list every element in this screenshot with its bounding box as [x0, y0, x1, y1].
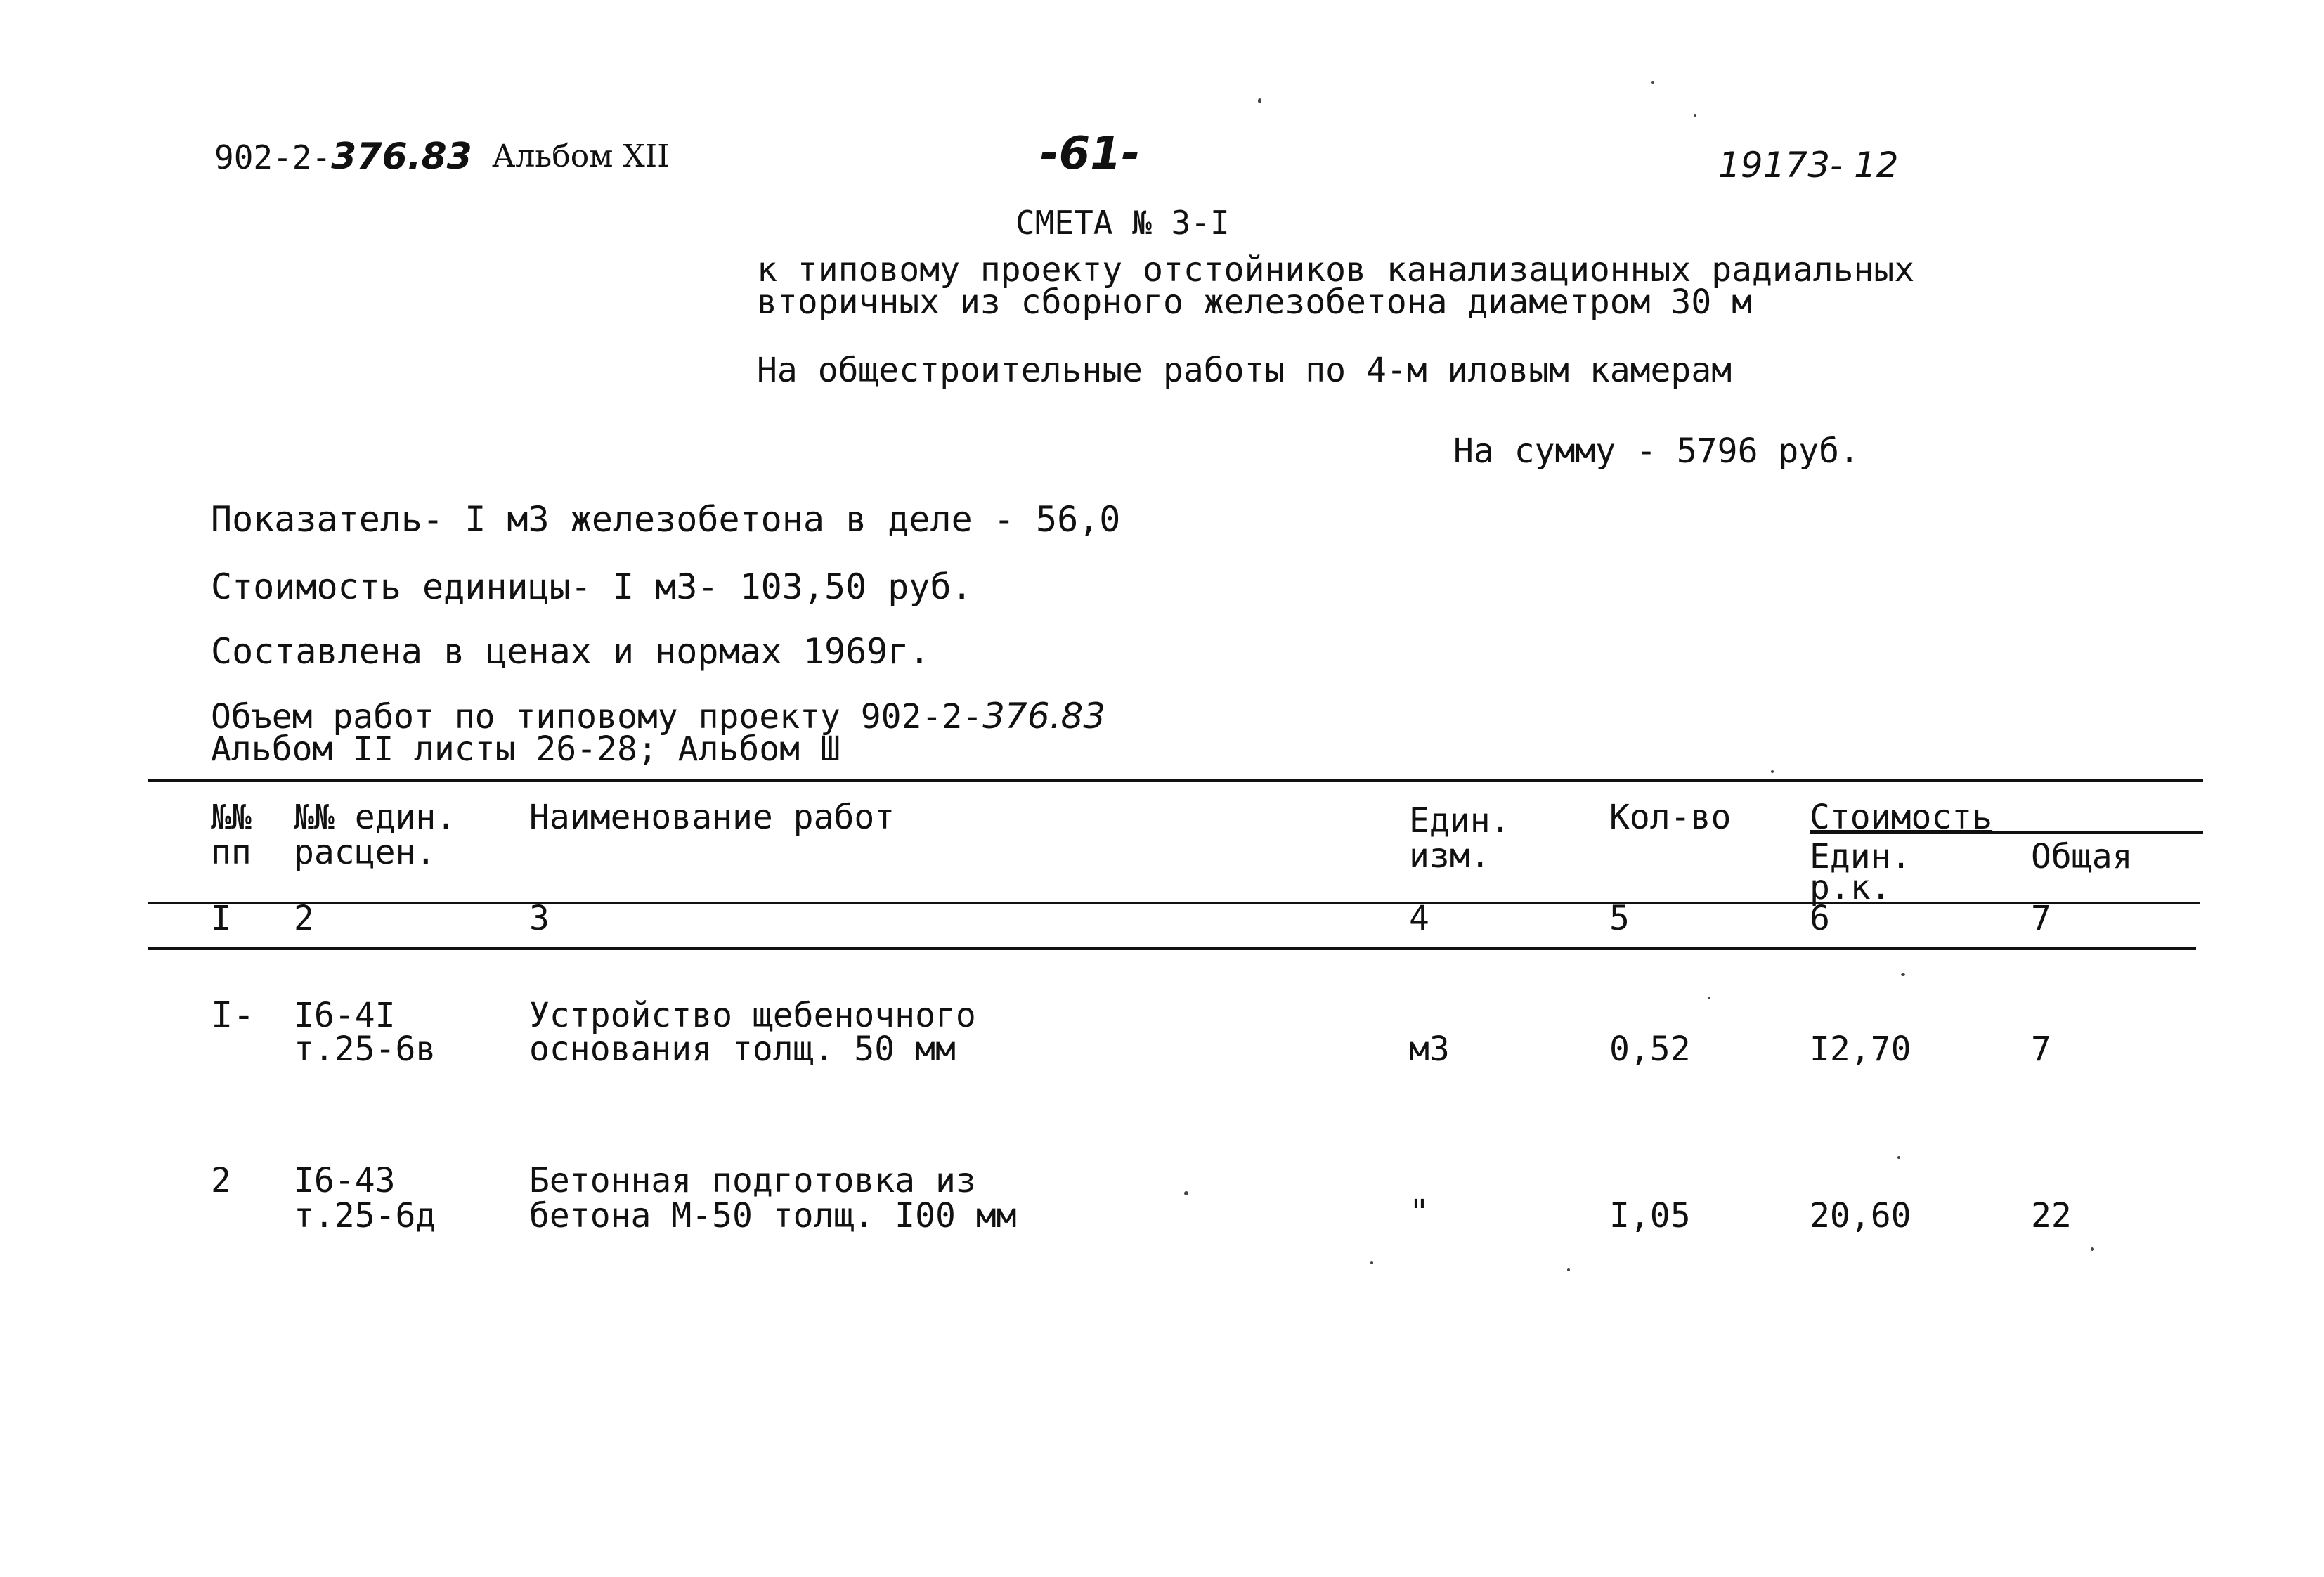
row-code-line2: т.25-6д	[294, 1196, 436, 1235]
col-number-4: 4	[1409, 899, 1429, 938]
header-col2-line1: №№ един.	[294, 798, 457, 837]
row-name-line2: бетона М-50 толщ. I00 мм	[529, 1196, 1017, 1235]
row-name-line1: Устройство щебеночного	[529, 996, 976, 1035]
scan-speck	[1897, 1156, 1900, 1159]
header-col4-line1: Един.	[1409, 801, 1511, 841]
volume-line-2: Альбом II листы 26-28; Альбом Ш	[211, 729, 840, 769]
scan-speck	[2091, 1247, 2094, 1251]
header-col1-line2: пп	[211, 833, 252, 872]
total-sum: На сумму - 5796 руб.	[1453, 431, 1859, 471]
scan-speck	[1901, 973, 1905, 976]
document-number: 19173- 12	[1718, 145, 1899, 186]
document-code	[214, 138, 472, 176]
row-name-line1: Бетонная подготовка из	[529, 1161, 976, 1200]
subtitle-line-1: к типовому проекту отстойников канализационных радиальных	[757, 250, 1915, 290]
volume-line-1	[211, 696, 1106, 736]
number-row-bottom-rule	[148, 947, 2196, 950]
row-qty: 0,52	[1609, 1030, 1691, 1069]
header-col4-line2: изм.	[1409, 836, 1491, 876]
row-unit: м3	[1409, 1030, 1450, 1069]
scan-speck	[1651, 81, 1654, 84]
scan-speck	[1184, 1191, 1188, 1195]
header-col3: Наименование работ	[529, 798, 895, 837]
scan-speck	[1370, 1261, 1373, 1264]
header-col1-line1: №№	[211, 798, 252, 837]
row-code-line1: I6-4I	[294, 996, 396, 1035]
header-bottom-rule	[148, 902, 2200, 904]
document-code-prefix: 902-2-	[214, 138, 332, 176]
scan-speck	[1708, 997, 1710, 999]
row-qty: I,05	[1609, 1196, 1691, 1235]
album-label: Альбом XII	[492, 138, 670, 174]
row-unit-cost: 20,60	[1810, 1196, 1911, 1235]
header-cost-group: Стоимость	[1810, 798, 1993, 837]
header-col6-line1: Един.	[1810, 837, 1911, 876]
row-code-line1: I6-43	[294, 1161, 396, 1200]
row-name-line2: основания толщ. 50 мм	[529, 1030, 956, 1069]
col-number-7: 7	[2031, 899, 2051, 938]
row-total: 22	[2031, 1196, 2072, 1235]
document-code-handwritten: 376.83	[331, 136, 472, 178]
row-num: I-	[211, 994, 255, 1037]
row-code-line2: т.25-6в	[294, 1030, 436, 1069]
row-total: 7	[2031, 1030, 2051, 1069]
estimate-heading: СМЕТА № 3-I	[1015, 204, 1230, 242]
scope-line: На общестроительные работы по 4-м иловым камерам	[757, 351, 1732, 390]
row-num: 2	[211, 1161, 231, 1200]
col-number-3: 3	[529, 899, 550, 938]
col-number-6: 6	[1810, 899, 1830, 938]
scan-speck	[1258, 98, 1261, 103]
row-unit-cost: I2,70	[1810, 1030, 1911, 1069]
row-unit: "	[1409, 1193, 1429, 1232]
scan-speck	[1771, 770, 1774, 773]
volume-line-1-text: Объем работ по типовому проекту 902-2-	[211, 697, 983, 736]
col-number-2: 2	[294, 899, 314, 938]
prices-line: Составлена в ценах и нормах 1969г.	[211, 631, 930, 672]
table-top-rule	[148, 779, 2203, 782]
scan-speck	[1567, 1268, 1570, 1271]
volume-line-1-handwritten: 376.83	[982, 696, 1106, 736]
indicator-line: Показатель- I м3 железобетона в деле - 56,0	[211, 499, 1121, 540]
page-number: -61-	[1040, 128, 1141, 180]
header-col5: Кол-во	[1609, 798, 1732, 837]
header-col2-line2: расцен.	[294, 833, 436, 872]
header-col7: Общая	[2031, 837, 2133, 876]
scan-speck	[1694, 114, 1696, 117]
header-col6-line2: р.к.	[1810, 868, 1891, 907]
unit-cost-line: Стоимость единицы- I м3- 103,50 руб.	[211, 566, 973, 607]
col-number-1: I	[211, 899, 231, 938]
subtitle-line-2: вторичных из сборного железобетона диаметром 30 м	[757, 283, 1753, 322]
col-number-5: 5	[1609, 899, 1630, 938]
